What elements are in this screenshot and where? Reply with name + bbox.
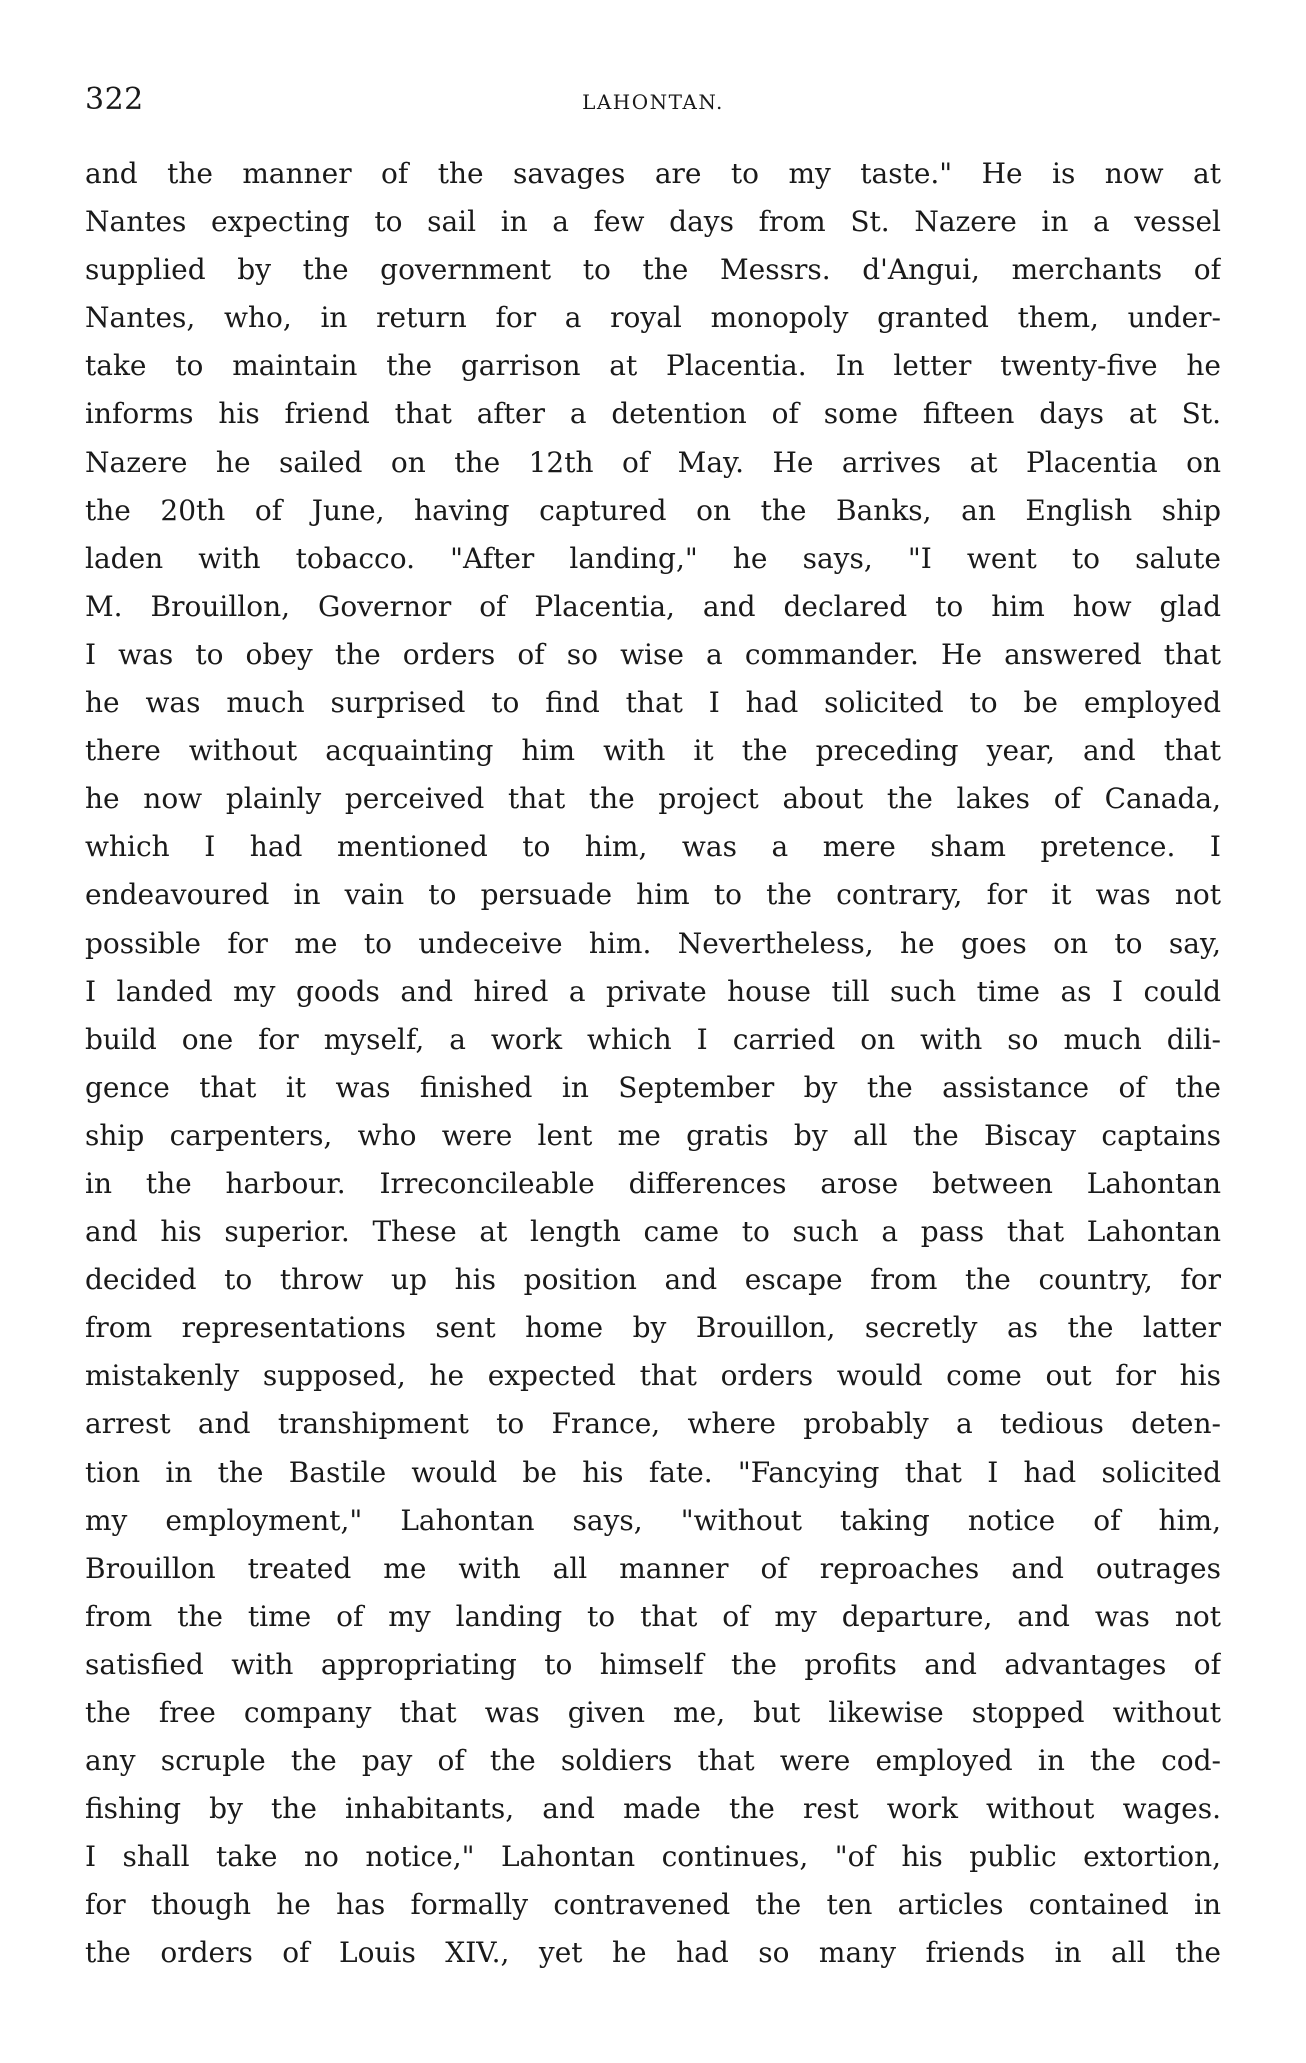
text-line: he now plainly perceived that the project about the lakes of Canada, bbox=[85, 782, 1221, 816]
text-line: I shall take no notice," Lahontan continues, "of his public extortion, bbox=[85, 1840, 1221, 1874]
text-line: for though he has formally contravened the ten articles contained in bbox=[85, 1888, 1221, 1922]
text-line: which I had mentioned to him, was a mere sham pretence. I bbox=[85, 830, 1221, 864]
text-line: fishing by the inhabitants, and made the rest work without wages. bbox=[85, 1792, 1221, 1826]
text-line: from representations sent home by Brouillon, secretly as the latter bbox=[85, 1311, 1221, 1345]
text-line: the free company that was given me, but likewise stopped without bbox=[85, 1696, 1221, 1729]
page-number: 322 bbox=[85, 82, 144, 117]
text-line: satisfied with appropriating to himself the profits and advantages of bbox=[85, 1647, 1221, 1681]
text-line: build one for myself, a work which I carried on with so much dili- bbox=[85, 1022, 1221, 1056]
text-line: he was much surprised to find that I had solicited to be employed bbox=[85, 686, 1221, 720]
text-line: endeavoured in vain to persuade him to the contrary, for it was not bbox=[85, 878, 1221, 912]
text-line: Nazere he sailed on the 12th of May. He arrives at Placentia on bbox=[85, 445, 1221, 479]
text-line: possible for me to undeceive him. Nevertheless, he goes on to say, bbox=[85, 926, 1221, 960]
running-title: LAHONTAN. bbox=[582, 90, 724, 114]
running-head bbox=[85, 78, 1221, 122]
text-line: Brouillon treated me with all manner of reproaches and outrages bbox=[85, 1551, 1221, 1585]
text-line: tion in the Bastile would be his fate. "Fancying that I had solicited bbox=[85, 1455, 1221, 1489]
text-line: laden with tobacco. "After landing," he says, "I went to salute bbox=[85, 541, 1221, 575]
text-line: any scruple the pay of the soldiers that were employed in the cod- bbox=[85, 1744, 1221, 1778]
text-line: mistakenly supposed, he expected that orders would come out for his bbox=[85, 1359, 1221, 1393]
body-text bbox=[85, 150, 1221, 1978]
text-line: Nantes expecting to sail in a few days from St. Nazere in a vessel bbox=[85, 205, 1221, 239]
text-line: my employment," Lahontan says, "without taking notice of him, bbox=[85, 1503, 1221, 1537]
text-line: decided to throw up his position and escape from the country, for bbox=[85, 1263, 1221, 1297]
text-line: take to maintain the garrison at Placentia. In letter twenty-five he bbox=[85, 349, 1221, 383]
text-line: the orders of Louis XIV., yet he had so many friends in all the bbox=[85, 1936, 1221, 1970]
text-line: informs his friend that after a detention of some fifteen days at St. bbox=[85, 397, 1221, 431]
text-line: from the time of my landing to that of my departure, and was not bbox=[85, 1599, 1221, 1633]
text-line: and the manner of the savages are to my taste." He is now at bbox=[85, 157, 1221, 190]
text-line: I landed my goods and hired a private house till such time as I could bbox=[85, 974, 1221, 1008]
text-line: supplied by the government to the Messrs. d'Angui, merchants of bbox=[85, 253, 1221, 287]
text-line: gence that it was finished in September by the assistance of the bbox=[85, 1070, 1221, 1104]
text-line: there without acquainting him with it the preceding year, and that bbox=[85, 734, 1221, 768]
text-line: Nantes, who, in return for a royal monopoly granted them, under- bbox=[85, 301, 1221, 335]
text-line: ship carpenters, who were lent me gratis by all the Biscay captains bbox=[85, 1118, 1221, 1152]
text-line: I was to obey the orders of so wise a commander. He answered that bbox=[85, 637, 1221, 671]
text-line: M. Brouillon, Governor of Placentia, and declared to him how glad bbox=[85, 589, 1221, 623]
text-line: the 20th of June, having captured on the Banks, an English ship bbox=[85, 493, 1221, 527]
text-line: and his superior. These at length came to such a pass that Lahontan bbox=[85, 1215, 1221, 1249]
text-line: in the harbour. Irreconcileable differences arose between Lahontan bbox=[85, 1166, 1221, 1200]
text-line: arrest and transhipment to France, where probably a tedious deten- bbox=[85, 1407, 1221, 1441]
